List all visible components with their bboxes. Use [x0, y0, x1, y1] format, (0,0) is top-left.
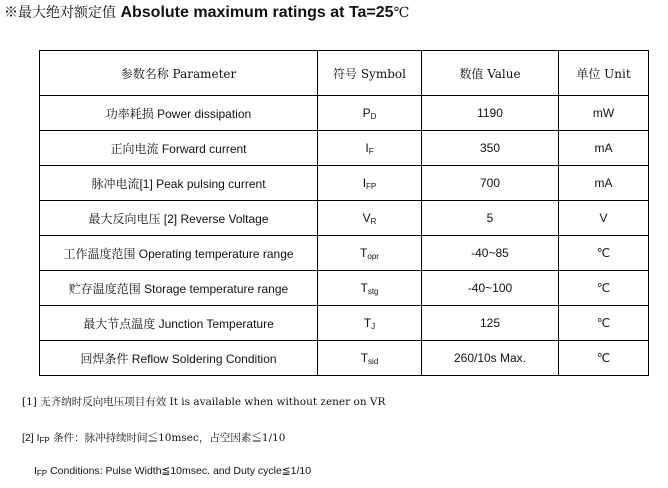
unit-cell: mA: [559, 131, 649, 166]
note-2-text: 条件：脉冲持续时间≦10msec，占空因素≦1/10: [49, 432, 286, 444]
table-row: [40, 306, 649, 341]
note-2: [22, 430, 285, 445]
parameter-cell: 脉冲电流[1] Peak pulsing current: [40, 166, 318, 201]
table-row: [40, 271, 649, 306]
note-3-symbol-sub: FP: [36, 469, 48, 478]
table-row: [40, 341, 649, 376]
page-title: [4, 2, 409, 22]
unit-cell: ℃: [559, 341, 649, 376]
symbol-main: I: [362, 175, 367, 190]
unit-cell: ℃: [559, 271, 649, 306]
value-cell: -40~100: [422, 271, 559, 306]
note-2-prefix: [2]: [22, 432, 37, 444]
unit-cell: V: [559, 201, 649, 236]
symbol-main: T: [363, 315, 372, 330]
unit-cell: mW: [559, 96, 649, 131]
value-cell: 700: [422, 166, 559, 201]
table-row: [40, 201, 649, 236]
note-2-symbol-sub: FP: [39, 436, 50, 445]
parameter-cell: 最大反向电压 [2] Reverse Voltage: [40, 201, 318, 236]
note-1-text: [1] 无齐纳时反向电压项目有效 It is available when without zener on VR: [22, 396, 386, 408]
value-cell: -40~85: [422, 236, 559, 271]
value-cell: 1190: [422, 96, 559, 131]
symbol-cell: [318, 306, 422, 341]
symbol-cell: [318, 341, 422, 376]
symbol-cell: [318, 131, 422, 166]
symbol-main: T: [360, 245, 368, 260]
symbol-sub: J: [371, 321, 376, 331]
parameter-cell: 工作温度范围 Operating temperature range: [40, 236, 318, 271]
note-3-symbol: I: [34, 465, 37, 477]
unit-cell: mA: [559, 166, 649, 201]
value-cell: 5: [422, 201, 559, 236]
symbol-cell: [318, 236, 422, 271]
value-cell: 125: [422, 306, 559, 341]
value-cell: 350: [422, 131, 559, 166]
value-cell: 260/10s Max.: [422, 341, 559, 376]
symbol-sub: sid: [368, 356, 379, 366]
symbol-main: T: [360, 280, 368, 295]
symbol-sub: opr: [367, 251, 379, 261]
title-chinese: ※最大绝对额定值: [4, 5, 121, 21]
table-row: [40, 131, 649, 166]
symbol-main: I: [365, 140, 369, 155]
parameter-cell: 贮存温度范围 Storage temperature range: [40, 271, 318, 306]
unit-cell: ℃: [559, 236, 649, 271]
symbol-cell: [318, 96, 422, 131]
header-symbol: 符号 Symbol: [318, 51, 422, 96]
symbol-sub: FP: [366, 181, 377, 191]
table-row: [40, 166, 649, 201]
header-parameter: 参数名称 Parameter: [40, 51, 318, 96]
symbol-main: V: [362, 210, 371, 225]
table-row: [40, 236, 649, 271]
symbol-main: T: [360, 350, 369, 365]
symbol-main: P: [362, 105, 371, 120]
parameter-cell: 功率耗损 Power dissipation: [40, 96, 318, 131]
header-value: 数值 Value: [422, 51, 559, 96]
unit-cell: ℃: [559, 306, 649, 341]
symbol-sub: R: [370, 216, 377, 226]
ratings-table: [39, 50, 649, 376]
header-unit: 单位 Unit: [559, 51, 649, 96]
title-english: Absolute maximum ratings at Ta=25: [120, 4, 394, 21]
symbol-cell: [318, 166, 422, 201]
note-2-symbol: I: [36, 432, 40, 444]
title-unit: ℃: [393, 5, 410, 21]
note-3-text: Conditions: Pulse Width≦10msec. and Duty cycle≦1/10: [47, 465, 312, 477]
symbol-sub: F: [368, 146, 374, 156]
parameter-cell: 最大节点温度 Junction Temperature: [40, 306, 318, 341]
note-3: [34, 465, 311, 478]
symbol-sub: D: [370, 111, 377, 121]
symbol-cell: [318, 271, 422, 306]
parameter-cell: 回焊条件 Reflow Soldering Condition: [40, 341, 318, 376]
table-row: [40, 96, 649, 131]
note-1: [22, 394, 385, 409]
symbol-cell: [318, 201, 422, 236]
header-row: [40, 51, 649, 96]
parameter-cell: 正向电流 Forward current: [40, 131, 318, 166]
symbol-sub: stg: [367, 286, 379, 296]
